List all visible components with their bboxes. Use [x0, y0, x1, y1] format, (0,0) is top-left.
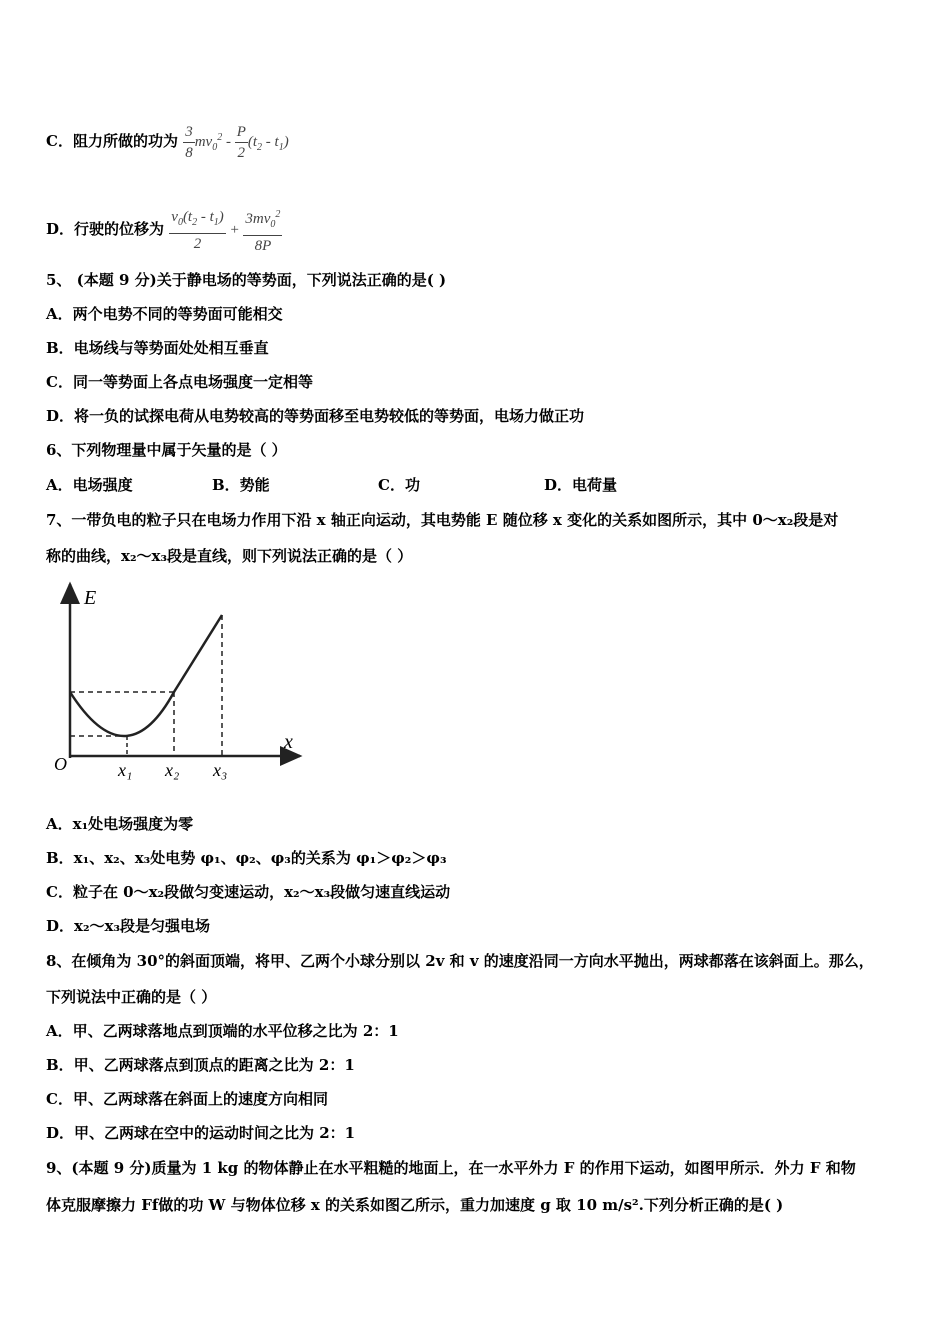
- q6-option-a: A．电场强度: [46, 476, 133, 494]
- q8-stem-line2: 下列说法中正确的是（ ）: [46, 988, 217, 1006]
- q7-option-a: A．x₁处电场强度为零: [46, 815, 194, 833]
- q8-stem-line1: 8、在倾角为 30°的斜面顶端，将甲、乙两个小球分别以 2v 和 v 的速度沿同一方向水平抛出，两球都落在该斜面上。那么，: [46, 952, 874, 970]
- q8-option-b: B．甲、乙两球落点到顶点的距离之比为 2：1: [46, 1056, 355, 1074]
- q6-option-c: C．功: [378, 476, 420, 494]
- option-text: 行驶的位移为: [74, 219, 165, 238]
- q5-option-b: B．电场线与等势面处处相互垂直: [46, 339, 269, 357]
- q9-stem-line2: 体克服摩擦力 Ff做的功 W 与物体位移 x 的关系如图乙所示，重力加速度 g 取 10 m/s².下列分析正确的是( ): [46, 1196, 784, 1214]
- q7-stem-line2: 称的曲线，x₂～x₃段是直线，则下列说法正确的是（ ）: [46, 547, 413, 565]
- q5-option-d: D．将一负的试探电荷从电势较高的等势面移至电势较低的等势面，电场力做正功: [46, 407, 585, 425]
- q4-option-c: [46, 122, 289, 163]
- q8-option-a: A．甲、乙两球落地点到顶端的水平位移之比为 2：1: [46, 1022, 399, 1040]
- q7-stem-line1: 7、一带负电的粒子只在电场力作用下沿 x 轴正向运动，其电势能 E 随位移 x 变化的关系如图所示，其中 0～x₂段是对: [46, 511, 839, 529]
- line-segment: [174, 615, 222, 692]
- option-text: 阻力所做的功为: [72, 131, 178, 150]
- q7-option-c: C．粒子在 0～x₂段做匀变速运动，x₂～x₃段做匀速直线运动: [46, 883, 451, 901]
- tick-label-x2: x₂: [165, 760, 180, 780]
- q7-option-d: D．x₂～x₃段是匀强电场: [46, 917, 211, 935]
- formula-work: $\frac{3}{8}$ $mv_0^2$ - $\frac{P}{2}$ $(t_2 - t_1)$: [185, 124, 289, 161]
- curve-segment: [70, 692, 174, 736]
- formula-displacement: $\frac{v_0(t_2 - t_1)}{2}$ + $\frac{3mv_0^2}{8P}$: [171, 209, 281, 254]
- q5-stem: 5、 (本题 9 分)关于静电场的等势面，下列说法正确的是( ): [46, 271, 447, 289]
- q8-option-d: D．甲、乙两球在空中的运动时间之比为 2：1: [46, 1124, 356, 1142]
- tick-label-x1: x₁: [118, 760, 133, 780]
- q4-option-d: [46, 205, 282, 256]
- option-letter: C．: [46, 131, 73, 150]
- option-letter: D．: [46, 219, 75, 238]
- q6-option-b: B．势能: [212, 476, 270, 494]
- q7-option-b: B．x₁、x₂、x₃处电势 φ₁、φ₂、φ₃的关系为 φ₁＞φ₂＞φ₃: [46, 849, 447, 867]
- energy-displacement-graph: [48, 578, 308, 780]
- q6-options: [46, 475, 617, 495]
- y-axis-label: E: [84, 587, 97, 609]
- q8-option-c: C．甲、乙两球落在斜面上的速度方向相同: [46, 1090, 328, 1108]
- q5-option-a: A．两个电势不同的等势面可能相交: [46, 305, 283, 323]
- x-axis-label: x: [284, 731, 293, 753]
- origin-label: O: [54, 754, 67, 774]
- q6-stem: 6、下列物理量中属于矢量的是（ ）: [46, 441, 287, 459]
- q9-stem-line1: 9、(本题 9 分)质量为 1 kg 的物体静止在水平粗糙的地面上，在一水平外力 F 的作用下运动，如图甲所示．外力 F 和物: [46, 1159, 856, 1177]
- tick-label-x3: x₃: [213, 760, 228, 780]
- q6-option-d: D．电荷量: [544, 476, 618, 494]
- q5-option-c: C．同一等势面上各点电场强度一定相等: [46, 373, 313, 391]
